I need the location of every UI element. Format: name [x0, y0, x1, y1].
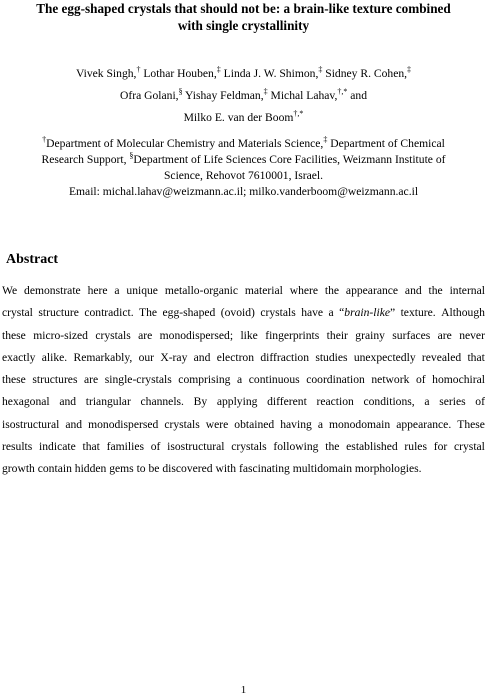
abstract-word: egg-shaped — [162, 306, 216, 320]
abstract-word: homochiral — [432, 373, 485, 387]
author-name: Milko E. van der Boom — [183, 111, 294, 124]
title-line-1: The egg-shaped crystals that should not be: a brain-like texture combined — [36, 1, 451, 16]
abstract-word: our — [138, 350, 155, 364]
abstract-word: following — [273, 440, 319, 454]
abstract-word: alike. — [41, 350, 68, 364]
abstract-word: micro-sized — [33, 328, 88, 342]
abstract-word: appearance. — [396, 417, 452, 431]
abstract-word: and — [65, 417, 83, 431]
abstract-word: contradict. — [84, 306, 134, 320]
abstract-word: these — [2, 373, 26, 387]
abstract-line — [2, 458, 485, 480]
affiliation-line-2: Research Support, §Department of Life Sciences Core Facilities, Weizmann Institute of — [41, 151, 446, 166]
abstract-line — [2, 280, 485, 302]
abstract-word: isostructural — [167, 440, 225, 454]
abstract-line — [2, 347, 485, 369]
abstract-word: channels. — [140, 395, 184, 409]
abstract-word: material — [244, 284, 283, 297]
abstract-word: structures — [32, 373, 78, 387]
abstract-word: are — [138, 328, 153, 342]
author-name: Sidney R. Cohen, — [322, 67, 408, 80]
abstract-word: and — [404, 284, 422, 297]
abstract-word: structure — [38, 306, 79, 320]
affiliation-marker: ‡ — [318, 65, 323, 74]
affiliation-marker: ‡ — [216, 65, 221, 74]
abstract-word: growth contain hidden gems to be discovered with fascinating multidomain morphologies. — [2, 462, 422, 476]
abstract-word: monodomain — [328, 417, 391, 431]
abstract-word: texture. — [400, 306, 436, 320]
abstract-word: reaction — [316, 395, 354, 409]
abstract-word: have — [301, 306, 324, 320]
author-line-2 — [0, 85, 487, 107]
abstract-word: that — [82, 440, 100, 454]
abstract-word: were — [205, 417, 229, 431]
abstract-line — [2, 369, 485, 391]
abstract-word: appearance — [345, 284, 399, 297]
affiliation-marker: § — [178, 87, 183, 96]
abstract-line — [2, 302, 485, 324]
abstract-word: exactly — [2, 350, 36, 364]
abstract-word: crystals — [95, 328, 131, 342]
abstract-word: metallo-organic — [164, 284, 238, 297]
abstract-word: monodispersed — [88, 417, 159, 431]
abstract-word: conditions, — [363, 395, 415, 409]
abstract-word: of — [415, 373, 426, 387]
abstract-word: obtained — [234, 417, 275, 431]
abstract-word: X-ray — [160, 350, 188, 364]
abstract-word: internal — [449, 284, 485, 297]
abstract-word: here — [87, 284, 108, 297]
abstract-word: surfaces — [392, 328, 431, 342]
abstract-word: We — [2, 284, 18, 297]
abstract-word: like — [240, 328, 258, 342]
affiliation-marker: † — [136, 65, 141, 74]
abstract-word: are — [437, 328, 452, 342]
abstract-word: demonstrate — [24, 284, 81, 297]
abstract-word: results — [2, 440, 33, 454]
abstract-word: never — [459, 328, 485, 342]
abstract-word: (ovoid) — [220, 306, 255, 320]
author-name: Vivek Singh, — [75, 67, 137, 80]
abstract-line — [2, 414, 485, 436]
author-name: and — [347, 89, 368, 102]
abstract-word: of — [475, 395, 485, 409]
abstract-word: crystals — [164, 417, 200, 431]
author-name: Lothar Houben, — [140, 67, 217, 80]
title-line-2: with single crystallinity — [177, 18, 310, 33]
abstract-word: series — [439, 395, 466, 409]
abstract-word: comprising — [178, 373, 231, 387]
abstract-word: and — [193, 350, 211, 364]
abstract-word: rules — [404, 440, 427, 454]
abstract-word: Remarkably, — [73, 350, 133, 364]
abstract-word: crystals — [231, 440, 267, 454]
abstract-word: a — [237, 373, 243, 387]
abstract-heading: Abstract — [6, 252, 59, 267]
contact-email: Email: michal.lahav@weizmann.ac.il; milko.vanderboom@weizmann.ac.il — [68, 185, 419, 198]
abstract-word: grainy — [355, 328, 385, 342]
abstract-word: where — [289, 284, 319, 297]
abstract-word: network — [371, 373, 410, 387]
author-line-3 — [0, 107, 487, 129]
affiliation-line-1: †Department of Molecular Chemistry and Materials Science,‡ Department of Chemical — [42, 135, 445, 150]
abstract-word: “brain-like” — [339, 306, 396, 320]
abstract-word: a — [328, 306, 334, 320]
affiliation-line-3: Science, Rehovot 7610001, Israel. — [163, 169, 324, 182]
author-name: Michal Lahav, — [267, 89, 338, 102]
abstract-word: families — [106, 440, 144, 454]
affiliation-marker: ‡ — [407, 65, 412, 74]
abstract-word: continuous — [248, 373, 300, 387]
abstract-word: crystals — [260, 306, 296, 320]
abstract-word: revealed — [421, 350, 462, 364]
author-line-1 — [0, 63, 487, 85]
abstract-word: and — [59, 395, 77, 409]
abstract-word: Although — [441, 306, 485, 320]
abstract-word: unexpectedly — [353, 350, 416, 364]
abstract-word: indicate — [39, 440, 76, 454]
abstract-word: for — [433, 440, 448, 454]
abstract-word: that — [467, 350, 485, 364]
abstract-line — [2, 391, 485, 413]
abstract-word: isostructural — [2, 417, 60, 431]
abstract-word: the — [324, 284, 340, 297]
paper-title — [0, 0, 487, 34]
abstract-word: diffraction — [260, 350, 310, 364]
abstract-word: crystal — [454, 440, 485, 454]
abstract-word: fingerprints — [265, 328, 320, 342]
abstract-word: unique — [126, 284, 158, 297]
author-name: Linda J. W. Shimon, — [220, 67, 319, 80]
affiliation-marker: †,* — [337, 87, 348, 96]
abstract-word: the — [325, 440, 340, 454]
abstract-word: established — [346, 440, 398, 454]
abstract-word: triangular — [85, 395, 131, 409]
abstract-line — [2, 325, 485, 347]
abstract-word: electron — [216, 350, 255, 364]
abstract-word: hexagonal — [2, 395, 50, 409]
abstract-word: crystal — [2, 306, 33, 320]
abstract-word: coordination — [306, 373, 365, 387]
abstract-word: a — [424, 395, 430, 409]
abstract-word: By — [193, 395, 208, 409]
abstract-word: the — [428, 284, 443, 297]
author-list — [0, 63, 487, 129]
abstract-word: their — [326, 328, 348, 342]
abstract-line — [2, 436, 485, 458]
author-name: Ofra Golani, — [119, 89, 179, 102]
abstract-word: a — [114, 284, 120, 297]
abstract-word: are — [84, 373, 99, 387]
affiliations — [12, 136, 475, 200]
abstract-word: of — [150, 440, 161, 454]
abstract-word: a — [317, 417, 323, 431]
author-name: Yishay Feldman, — [182, 89, 264, 102]
abstract-word: monodispersed; — [159, 328, 234, 342]
affiliation-marker: ‡ — [263, 87, 268, 96]
abstract-word: single-crystals — [104, 373, 172, 387]
abstract-word: applying — [216, 395, 258, 409]
page-number: 1 — [240, 684, 247, 696]
affiliation-marker: †,* — [293, 109, 304, 118]
abstract-body — [2, 280, 485, 481]
abstract-word: these — [2, 328, 26, 342]
abstract-word: studies — [315, 350, 348, 364]
abstract-word: different — [267, 395, 307, 409]
abstract-word: having — [280, 417, 312, 431]
abstract-word: These — [457, 417, 485, 431]
abstract-word: The — [139, 306, 158, 320]
